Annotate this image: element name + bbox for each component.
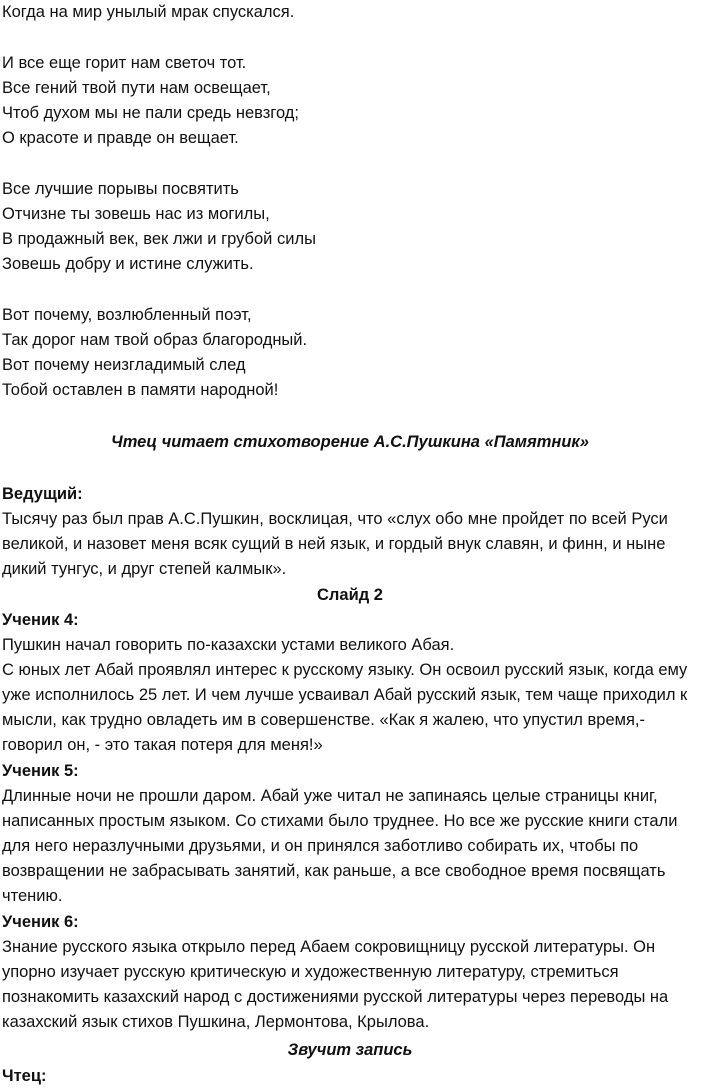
paragraph-line: С юных лет Абай проявлял интерес к русскому языку. Он освоил русский язык, когда ему [2, 661, 688, 679]
poem-line: Все лучшие порывы посвятить [2, 180, 239, 198]
paragraph-line: возвращении не забрасывать занятий, как раньше, а все свободное время посвящать [2, 862, 666, 880]
paragraph-line: дикий тунгус, и друг степей калмык». [2, 560, 287, 578]
paragraph-line: казахский язык стихов Пушкина, Лермонтова, Крылова. [2, 1013, 430, 1031]
speaker-label-student6: Ученик 6: [2, 913, 79, 931]
speaker-label-reader: Чтец: [2, 1067, 47, 1085]
paragraph-line: Длинные ночи не прошли даром. Абай уже читал не запинаясь целые страницы книг, [2, 787, 658, 805]
poem-line: Так дорог нам твой образ благородный. [2, 331, 308, 349]
paragraph-line: уже исполнилось 25 лет. И чем лучше усваивал Абай русский язык, тем чаще приходил к [2, 686, 688, 704]
poem-line: Чтоб духом мы не пали средь невзгод; [2, 104, 299, 122]
poem-line: Отчизне ты зовешь нас из могилы, [2, 205, 270, 223]
stage-direction: Чтец читает стихотворение А.С.Пушкина «Памятник» [111, 433, 589, 451]
paragraph-line: мысли, как трудно овладеть им в совершенстве. «Как я жалею, что упустил время,- [2, 711, 645, 729]
poem-line: Зовешь добру и истине служить. [2, 255, 254, 273]
paragraph-line: написанных простым языком. Со стихами было труднее. Но все же русские книги стали [2, 812, 678, 830]
paragraph-line: упорно изучает русскую критическую и художественную литературу, стремиться [2, 963, 619, 981]
paragraph-line: Пушкин начал говорить по-казахски устами великого Абая. [2, 636, 455, 654]
paragraph-line: чтению. [2, 887, 63, 905]
slide-heading: Слайд 2 [317, 586, 383, 604]
speaker-label-student5: Ученик 5: [2, 762, 79, 780]
paragraph-line: Знание русского языка открыло перед Абаем сокровищницу русской литературы. Он [2, 938, 656, 956]
paragraph-line: говорил он, - это такая потеря для меня!» [2, 736, 323, 754]
poem-line: О красоте и правде он вещает. [2, 129, 239, 147]
paragraph-line: познакомить казахский народ с достижениями русской литературы через переводы на [2, 988, 669, 1006]
poem-line: Вот почему неизгладимый след [2, 356, 246, 374]
poem-line: В продажный век, век лжи и грубой силы [2, 230, 316, 248]
paragraph-line: Тысячу раз был прав А.С.Пушкин, восклицая, что «слух обо мне пройдет по всей Руси [2, 510, 668, 528]
paragraph-line: для него неразлучными друзьями, и он принялся заботливо собирать их, чтобы по [2, 837, 639, 855]
poem-line: Вот почему, возлюбленный поэт, [2, 306, 252, 324]
speaker-label-host: Ведущий: [2, 485, 83, 503]
stage-direction: Звучит запись [287, 1041, 413, 1059]
poem-line: Все гений твой пути нам освещает, [2, 79, 271, 97]
poem-line: И все еще горит нам светоч тот. [2, 54, 247, 72]
poem-line: Тобой оставлен в памяти народной! [2, 381, 279, 399]
speaker-label-student4: Ученик 4: [2, 611, 79, 629]
poem-line: Когда на мир унылый мрак спускался. [2, 3, 295, 21]
paragraph-line: великой, и назовет меня всяк сущий в ней язык, и гордый внук славян, и финн, и ныне [2, 535, 666, 553]
